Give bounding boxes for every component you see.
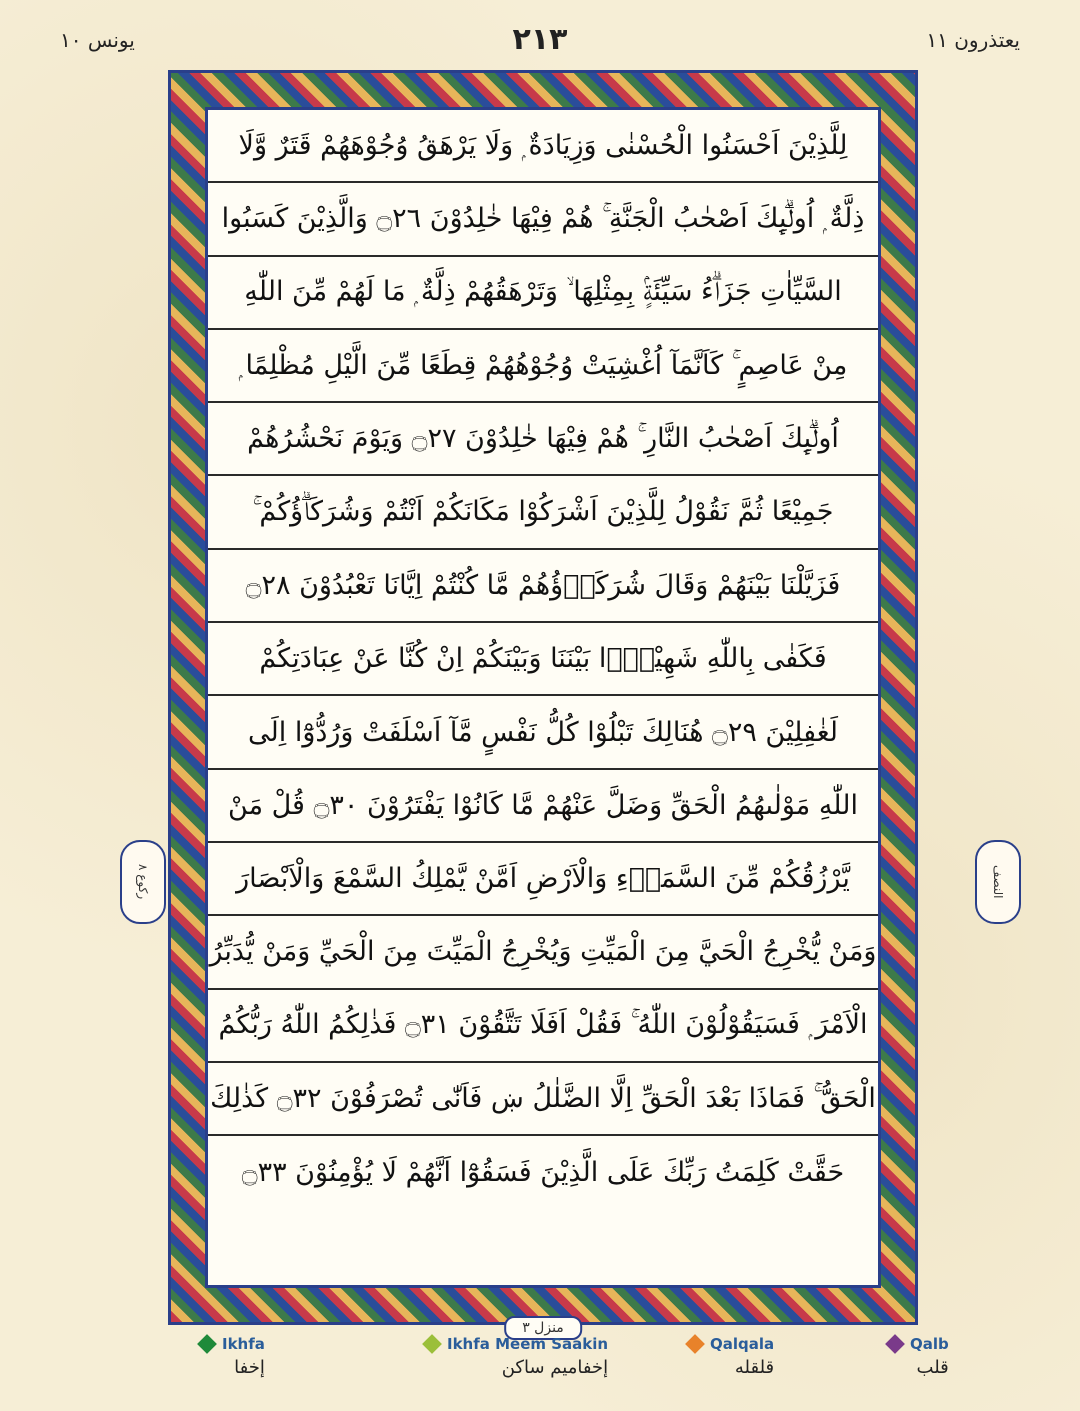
diamond-icon bbox=[422, 1334, 442, 1354]
verse-line: جَمِيْعًا ثُمَّ نَقُوْلُ لِلَّذِيْنَ اَشْرَكُوْا مَكَانَكُمْ اَنْتُمْ وَشُرَكَاۗؤُكُمْ ۚ bbox=[208, 476, 878, 549]
page-header bbox=[60, 22, 1020, 68]
legend-label-en: Ikhfa bbox=[222, 1335, 265, 1353]
verse-line: يَّرْزُقُكُمْ مِّنَ السَّمَاۗءِ وَالْاَرْضِ اَمَّنْ يَّمْلِكُ السَّمْعَ وَالْاَبْصَارَ bbox=[208, 843, 878, 916]
nisf-marker: النصف bbox=[975, 840, 1021, 924]
verse-line: مِنْ عَاصِمٍ ۚ كَاَنَّمَآ اُغْشِيَتْ وُجُوْهُهُمْ قِطَعًا مِّنَ الَّيْلِ مُظْلِمًا ۭ bbox=[208, 330, 878, 403]
decorative-border bbox=[168, 70, 918, 1336]
text-panel bbox=[205, 107, 881, 1288]
legend-label-en: Qalb bbox=[910, 1335, 949, 1353]
verse-lines bbox=[208, 110, 878, 1285]
legend-item-qalqala bbox=[688, 1335, 774, 1378]
legend-item-qalb bbox=[888, 1335, 949, 1378]
surah-name: يونس ١٠ bbox=[60, 28, 135, 52]
verse-line: الْاَمْرَ ۭ فَسَيَقُوْلُوْنَ اللّٰهُ ۚ فَقُلْ اَفَلَا تَتَّقُوْنَ ۝٣١ فَذٰلِكُمُ اللّٰهُ رَبُّكُمُ bbox=[208, 990, 878, 1063]
diamond-icon bbox=[885, 1334, 905, 1354]
legend-label-ur: قلقله bbox=[734, 1357, 775, 1378]
verse-line: فَكَفٰى بِاللّٰهِ شَهِيْدًۢا بَيْنَنَا وَبَيْنَكُمْ اِنْ كُنَّا عَنْ عِبَادَتِكُمْ bbox=[208, 623, 878, 696]
ruku-marker: ركوع ٨ bbox=[120, 840, 166, 924]
page-number: ٢١٣ bbox=[512, 22, 568, 57]
tajweed-legend bbox=[0, 1335, 1080, 1405]
verse-line: اللّٰهِ مَوْلٰىهُمُ الْحَقِّ وَضَلَّ عَنْهُمْ مَّا كَانُوْا يَفْتَرُوْنَ ۝٣٠ قُلْ مَنْ bbox=[208, 770, 878, 843]
verse-line: حَقَّتْ كَلِمَتُ رَبِّكَ عَلَى الَّذِيْنَ فَسَقُوْٓا اَنَّهُمْ لَا يُؤْمِنُوْنَ ۝٣٣ bbox=[241, 1157, 845, 1189]
verse-line: فَزَيَّلْنَا بَيْنَهُمْ وَقَالَ شُرَكَاۗؤُهُمْ مَّا كُنْتُمْ اِيَّانَا تَعْبُدُوْنَ ۝٢٨ bbox=[208, 550, 878, 623]
diamond-icon bbox=[685, 1334, 705, 1354]
legend-label-ur: قلب bbox=[916, 1357, 949, 1378]
manzil-label: منزل ٣ bbox=[504, 1316, 582, 1340]
legend-item-ikhfa-meem-saakin bbox=[425, 1335, 608, 1378]
legend-label-ur: إخفاميم ساكن bbox=[501, 1357, 609, 1378]
legend-item-ikhfa bbox=[200, 1335, 265, 1378]
verse-line: لِلَّذِيْنَ اَحْسَنُوا الْحُسْنٰى وَزِيَادَةٌ ۭ وَلَا يَرْهَقُ وُجُوْهَهُمْ قَتَرٌ وَّلَا bbox=[208, 110, 878, 183]
legend-label-en: Ikhfa Meem Saakin bbox=[447, 1335, 609, 1353]
verse-line: اُولٰۗىِٕكَ اَصْحٰبُ النَّارِ ۚ هُمْ فِيْهَا خٰلِدُوْنَ ۝٢٧ وَيَوْمَ نَحْشُرُهُمْ bbox=[208, 403, 878, 476]
juz-name: يعتذرون ١١ bbox=[926, 28, 1020, 52]
verse-line: ذِلَّةٌ ۭ اُولٰۗىِٕكَ اَصْحٰبُ الْجَنَّةِ ۚ هُمْ فِيْهَا خٰلِدُوْنَ ۝٢٦ وَالَّذِيْنَ كَسَبُوا bbox=[208, 183, 878, 256]
verse-line: الْحَقُّ ۚ فَمَاذَا بَعْدَ الْحَقِّ اِلَّا الضَّلٰلُ ښ فَاَنّٰى تُصْرَفُوْنَ ۝٣٢ كَذٰلِكَ bbox=[208, 1063, 878, 1136]
verse-line: وَمَنْ يُّخْرِجُ الْحَيَّ مِنَ الْمَيِّتِ وَيُخْرِجُ الْمَيِّتَ مِنَ الْحَيِّ وَمَنْ يُّدَبِّرُ bbox=[208, 916, 878, 989]
verse-line: لَغٰفِلِيْنَ ۝٢٩ هُنَالِكَ تَبْلُوْا كُلُّ نَفْسٍ مَّآ اَسْلَفَتْ وَرُدُّوْٓا اِلَى bbox=[208, 696, 878, 769]
verse-line: السَّيِّاٰتِ جَزَاۗءُ سَيِّئَةٍۢ بِمِثْلِهَا ۙ وَتَرْهَقُهُمْ ذِلَّةٌ ۭ مَا لَهُمْ مِّنَ اللّٰهِ bbox=[208, 257, 878, 330]
diamond-icon bbox=[197, 1334, 217, 1354]
legend-label-en: Qalqala bbox=[710, 1335, 775, 1353]
legend-label-ur: إخفا bbox=[234, 1357, 265, 1378]
